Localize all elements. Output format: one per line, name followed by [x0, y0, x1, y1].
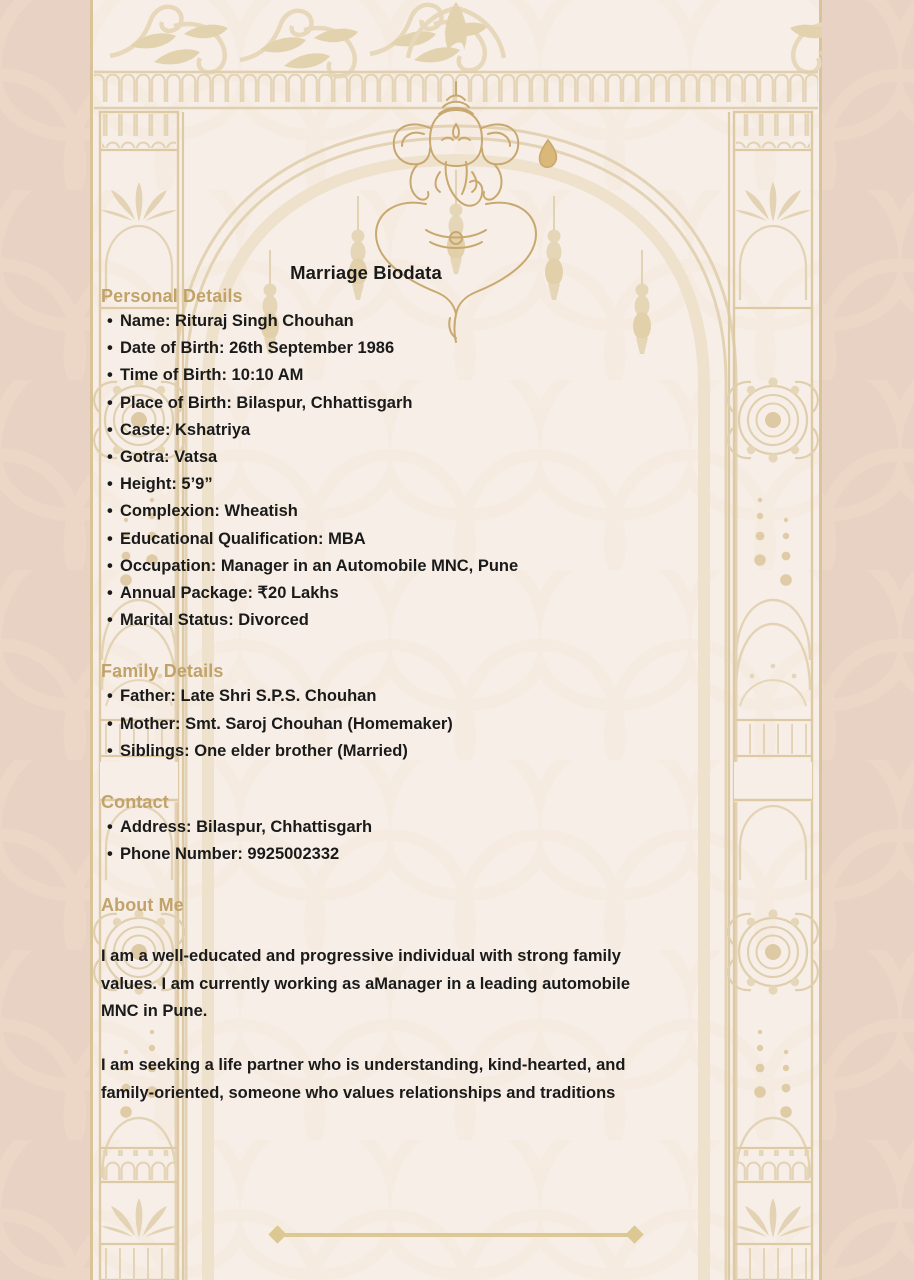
section-personal-details — [101, 286, 641, 634]
family-details-list — [101, 683, 641, 765]
section-heading-personal-details: Personal Details — [101, 286, 243, 306]
list-item: • Time of Birth: 10:10 AM — [101, 362, 641, 389]
section-about-me — [101, 895, 641, 1106]
list-item: • Complexion: Wheatish — [101, 498, 641, 525]
list-item: • Annual Package: ₹20 Lakhs — [101, 580, 641, 607]
section-heading-contact: Contact — [101, 792, 169, 813]
section-contact — [101, 792, 641, 868]
contact-list — [101, 814, 641, 868]
list-item: • Place of Birth: Bilaspur, Chhattisgarh — [101, 390, 641, 417]
list-item: • Name: Rituraj Singh Chouhan — [101, 308, 641, 335]
divider-diamond-right — [625, 1225, 643, 1243]
floral-scrollwork-icon — [110, 2, 822, 76]
personal-details-list — [101, 308, 641, 634]
page-title: Marriage Biodata — [290, 262, 442, 283]
list-item: • Date of Birth: 26th September 1986 — [101, 335, 641, 362]
list-item: • Address: Bilaspur, Chhattisgarh — [101, 814, 641, 841]
diya-flame-icon — [540, 140, 557, 167]
biodata-content — [101, 262, 641, 1107]
list-item: • Marital Status: Divorced — [101, 607, 641, 634]
list-item: • Educational Qualification: MBA — [101, 526, 641, 553]
list-item: • Siblings: One elder brother (Married) — [101, 738, 641, 765]
list-item: • Occupation: Manager in an Automobile MNC, Pune — [101, 553, 641, 580]
about-paragraph: I am seeking a life partner who is understanding, kind-hearted, and family-oriented, someone who values relationships and traditions — [101, 1056, 626, 1102]
section-family-details — [101, 661, 641, 765]
list-item: • Height: 5’9” — [101, 471, 641, 498]
list-item: • Caste: Kshatriya — [101, 417, 641, 444]
section-heading-about-me: About Me — [101, 895, 184, 916]
divider-line — [284, 1233, 628, 1237]
about-paragraph: I am a well-educated and progressive individual with strong family values. I am currently working as aManager in a leading automobile MNC in Pune. — [101, 947, 631, 1021]
list-item: • Mother: Smt. Saroj Chouhan (Homemaker) — [101, 711, 641, 738]
diamond-divider-icon — [90, 1228, 822, 1241]
list-item: • Phone Number: 9925002332 — [101, 841, 641, 868]
list-item: • Father: Late Shri S.P.S. Chouhan — [101, 683, 641, 710]
ornamental-pillar-icon-right — [728, 112, 818, 1280]
divider-diamond-left — [268, 1225, 286, 1243]
list-item: • Gotra: Vatsa — [101, 444, 641, 471]
section-heading-family-details: Family Details — [101, 661, 224, 682]
